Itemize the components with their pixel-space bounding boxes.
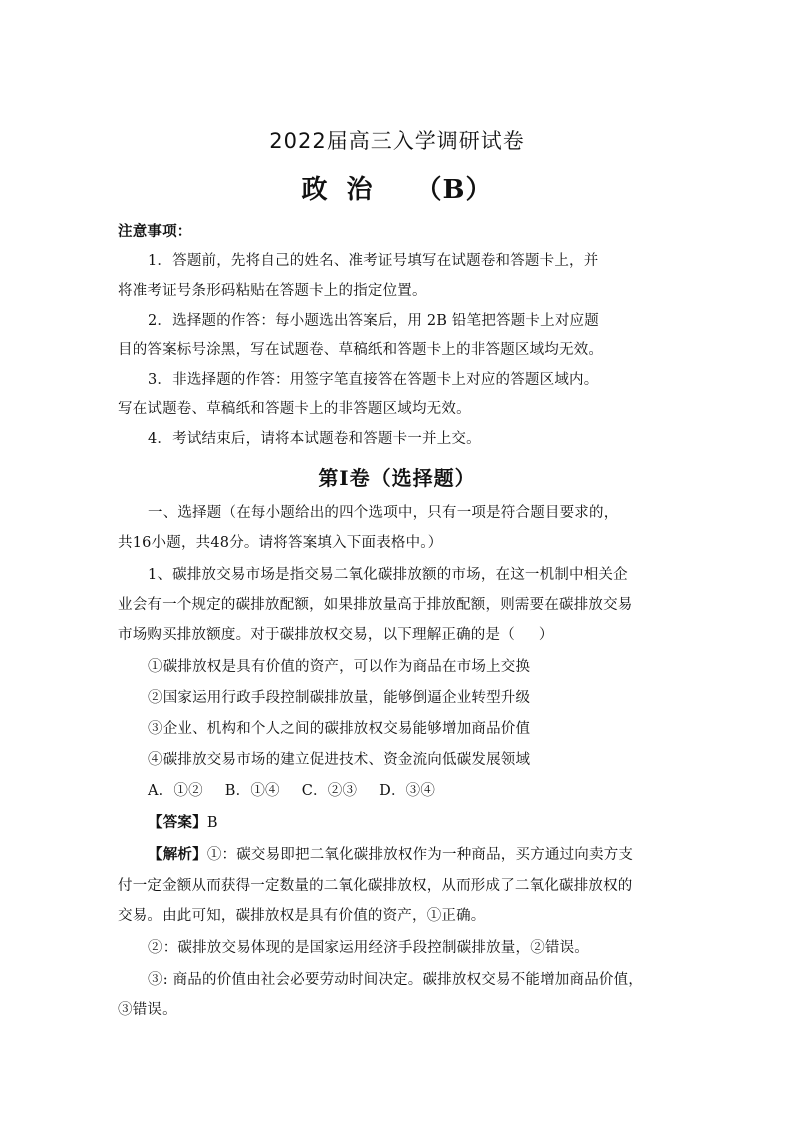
question-1-stem-line-1: 1、碳排放交易市场是指交易二氧化碳排放额的市场，在这一机制中相关企 [148,567,628,583]
analysis-line-1 [148,845,676,865]
option-a: A．①② [148,783,203,799]
analysis-line-2: 付一定金额从而获得一定数量的二氧化碳排放权，从而形成了二氧化碳排放权的 [118,878,633,894]
option-b: B．①④ [224,783,280,799]
notice-item-3-line-2: 写在试题卷、草稿纸和答题卡上的非答题区域均无效。 [118,401,471,417]
question-1-stem-text: 市场购买排放额度。对于碳排放权交易，以下理解正确的是（ [118,627,515,643]
question-1-stem-line-2: 业会有一个规定的碳排放配额，如果排放量高于排放配额，则需要在碳排放交易 [118,597,633,613]
analysis-line-4: ②：碳排放交易体现的是国家运用经济手段控制碳排放量，②错误。 [148,940,589,956]
subject-variant: （B） [415,175,493,205]
notice-heading: 注意事项： [118,223,192,240]
option-d: D．③④ [379,783,436,799]
question-1-stem-line-3 [118,625,676,645]
question-1-answer-blank-close: ） [538,627,554,643]
analysis-line-5: ③: 商品的价值由社会必要劳动时间决定。碳排放权交易不能增加商品价值， [148,972,643,988]
question-1-statement-2: ②国家运用行政手段控制碳排放量，能够倒逼企业转型升级 [148,690,531,706]
answer-value: B [206,815,218,831]
notice-item-2-line-2: 目的答案标号涂黑，写在试题卷、草稿纸和答题卡上的非答题区域均无效。 [118,342,604,358]
answer-line [148,813,676,833]
subject-title [0,174,794,206]
analysis-line-6: ③错误。 [118,1002,177,1018]
section-title: 第Ⅰ卷（选择题） [318,466,476,490]
subject-char-2: 治 [346,175,374,205]
question-1-statement-1: ①碳排放权是具有价值的资产，可以作为商品在市场上交换 [148,659,531,675]
analysis-line-3: 交易。由此可知，碳排放权是具有价值的资产，①正确。 [118,908,486,924]
notice-item-1-line-1: 1．答题前，先将自己的姓名、准考证号填写在试题卷和答题卡上，并 [148,253,599,269]
option-c: C．②③ [301,783,358,799]
question-1-statement-3: ③企业、机构和个人之间的碳排放权交易能够增加商品价值 [148,721,531,737]
notice-item-2-line-1: 2．选择题的作答：每小题选出答案后，用 2B 铅笔把答题卡上对应题 [148,313,599,329]
notice-item-3-line-1: 3．非选择题的作答：用签字笔直接答在答题卡上对应的答题区域内。 [148,372,599,388]
analysis-text-1: ①：碳交易即把二氧化碳排放权作为一种商品，买方通过向卖方支 [206,847,634,863]
analysis-label: 【解析】 [148,846,207,863]
subject-char-1: 政 [301,175,329,205]
exam-title: 2022届高三入学调研试卷 [269,129,525,153]
question-1-statement-4: ④碳排放交易市场的建立促进技术、资金流向低碳发展领域 [148,752,531,768]
answer-label: 【答案】 [148,814,207,831]
question-1-options [148,781,676,801]
section-intro-line-2: 共16小题，共48分。请将答案填入下面表格中。） [118,535,443,551]
section-intro-line-1: 一、选择题（在每小题给出的四个选项中，只有一项是符合题目要求的， [148,505,619,521]
notice-item-1-line-2: 将准考证号条形码粘贴在答题卡上的指定位置。 [118,283,427,299]
notice-item-4-line-1: 4．考试结束后，请将本试题卷和答题卡一并上交。 [148,431,481,447]
